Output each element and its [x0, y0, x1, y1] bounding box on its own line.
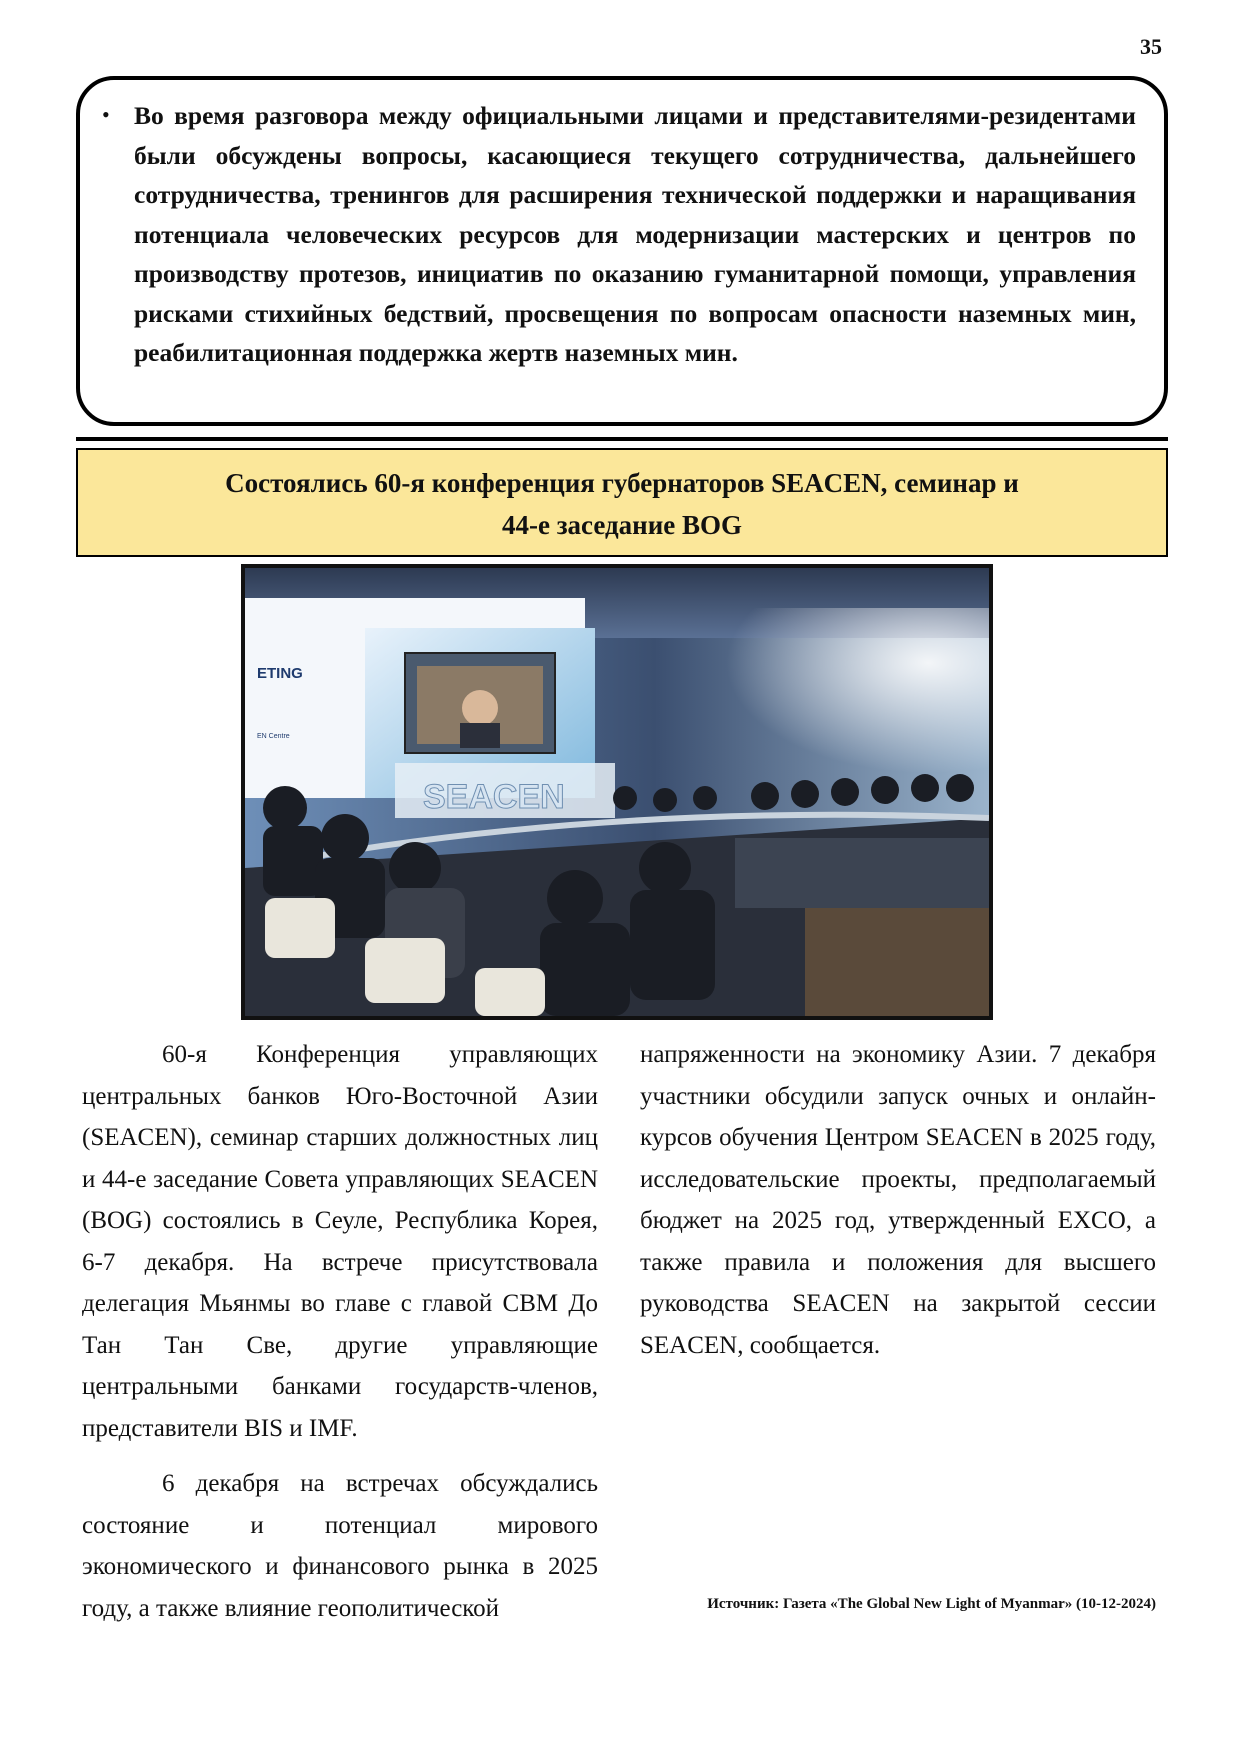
divider-rule — [76, 437, 1168, 441]
article-column-left — [82, 1034, 598, 1629]
screen-small-text: EN Centre — [257, 733, 290, 740]
bullet-marker: • — [102, 102, 110, 127]
article-heading — [76, 448, 1168, 557]
article-paragraph: 6 декабря на встречах обсуждались состояние и потенциал мирового экономического и финансового рынка в 2025 году, а также влияние геополитической — [82, 1470, 598, 1622]
bullet-text: Во время разговора между официальными лицами и представителями-резидентами были обсуждены вопросы, касающиеся текущего сотрудничества, дальнейшего сотрудничества, тренингов для расширения технической поддержки и наращивания потенциала человеческих ресурсов для модернизации мастерских и центров по производству протезов, инициатив по оказанию гуманитарной помощи, управления рисками стихийных бедствий, просвещения по вопросам опасности наземных мин, реабилитационная поддержка жертв наземных мин. — [134, 101, 1136, 367]
article-paragraph: 60-я Конференция управляющих центральных банков Юго-Восточной Азии (SEACEN), семинар старших должностных лиц и 44-е заседание Совета управляющих SEACEN (BOG) состоялись в Сеуле, Республика Корея, 6-7 декабря. На встрече присутствовала делегация Мьянмы во главе с главой CBM До Тан Тан Све, другие управляющие центральными банками государств-членов, представители BIS и IMF. — [82, 1041, 598, 1442]
source-credit: Источник: Газета «The Global New Light of Myanmar» (10-12-2024) — [707, 1596, 1156, 1612]
conference-photo — [241, 564, 993, 1020]
heading-line-1: Состоялись 60-я конференция губернаторов SEACEN, семинар и — [225, 468, 1019, 498]
seacen-logo-text: SEACEN — [423, 778, 565, 816]
article-paragraph: напряженности на экономику Азии. 7 декабря участники обсудили запуск очных и онлайн-курсов обучения Центром SEACEN в 2025 году, исследовательские проекты, предполагаемый бюджет на 2025 год, утвержденный EXCO, а также правила и положения для высшего руководства SEACEN на закрытой сессии SEACEN, сообщается. — [640, 1041, 1156, 1359]
page-number: 35 — [1140, 34, 1162, 59]
bullet-box — [76, 76, 1168, 426]
heading-line-2: 44-е заседание BOG — [501, 510, 743, 540]
conference-photo-illustration — [245, 568, 989, 1016]
article-column-right — [640, 1034, 1156, 1366]
screen-text: ETING — [257, 665, 303, 682]
